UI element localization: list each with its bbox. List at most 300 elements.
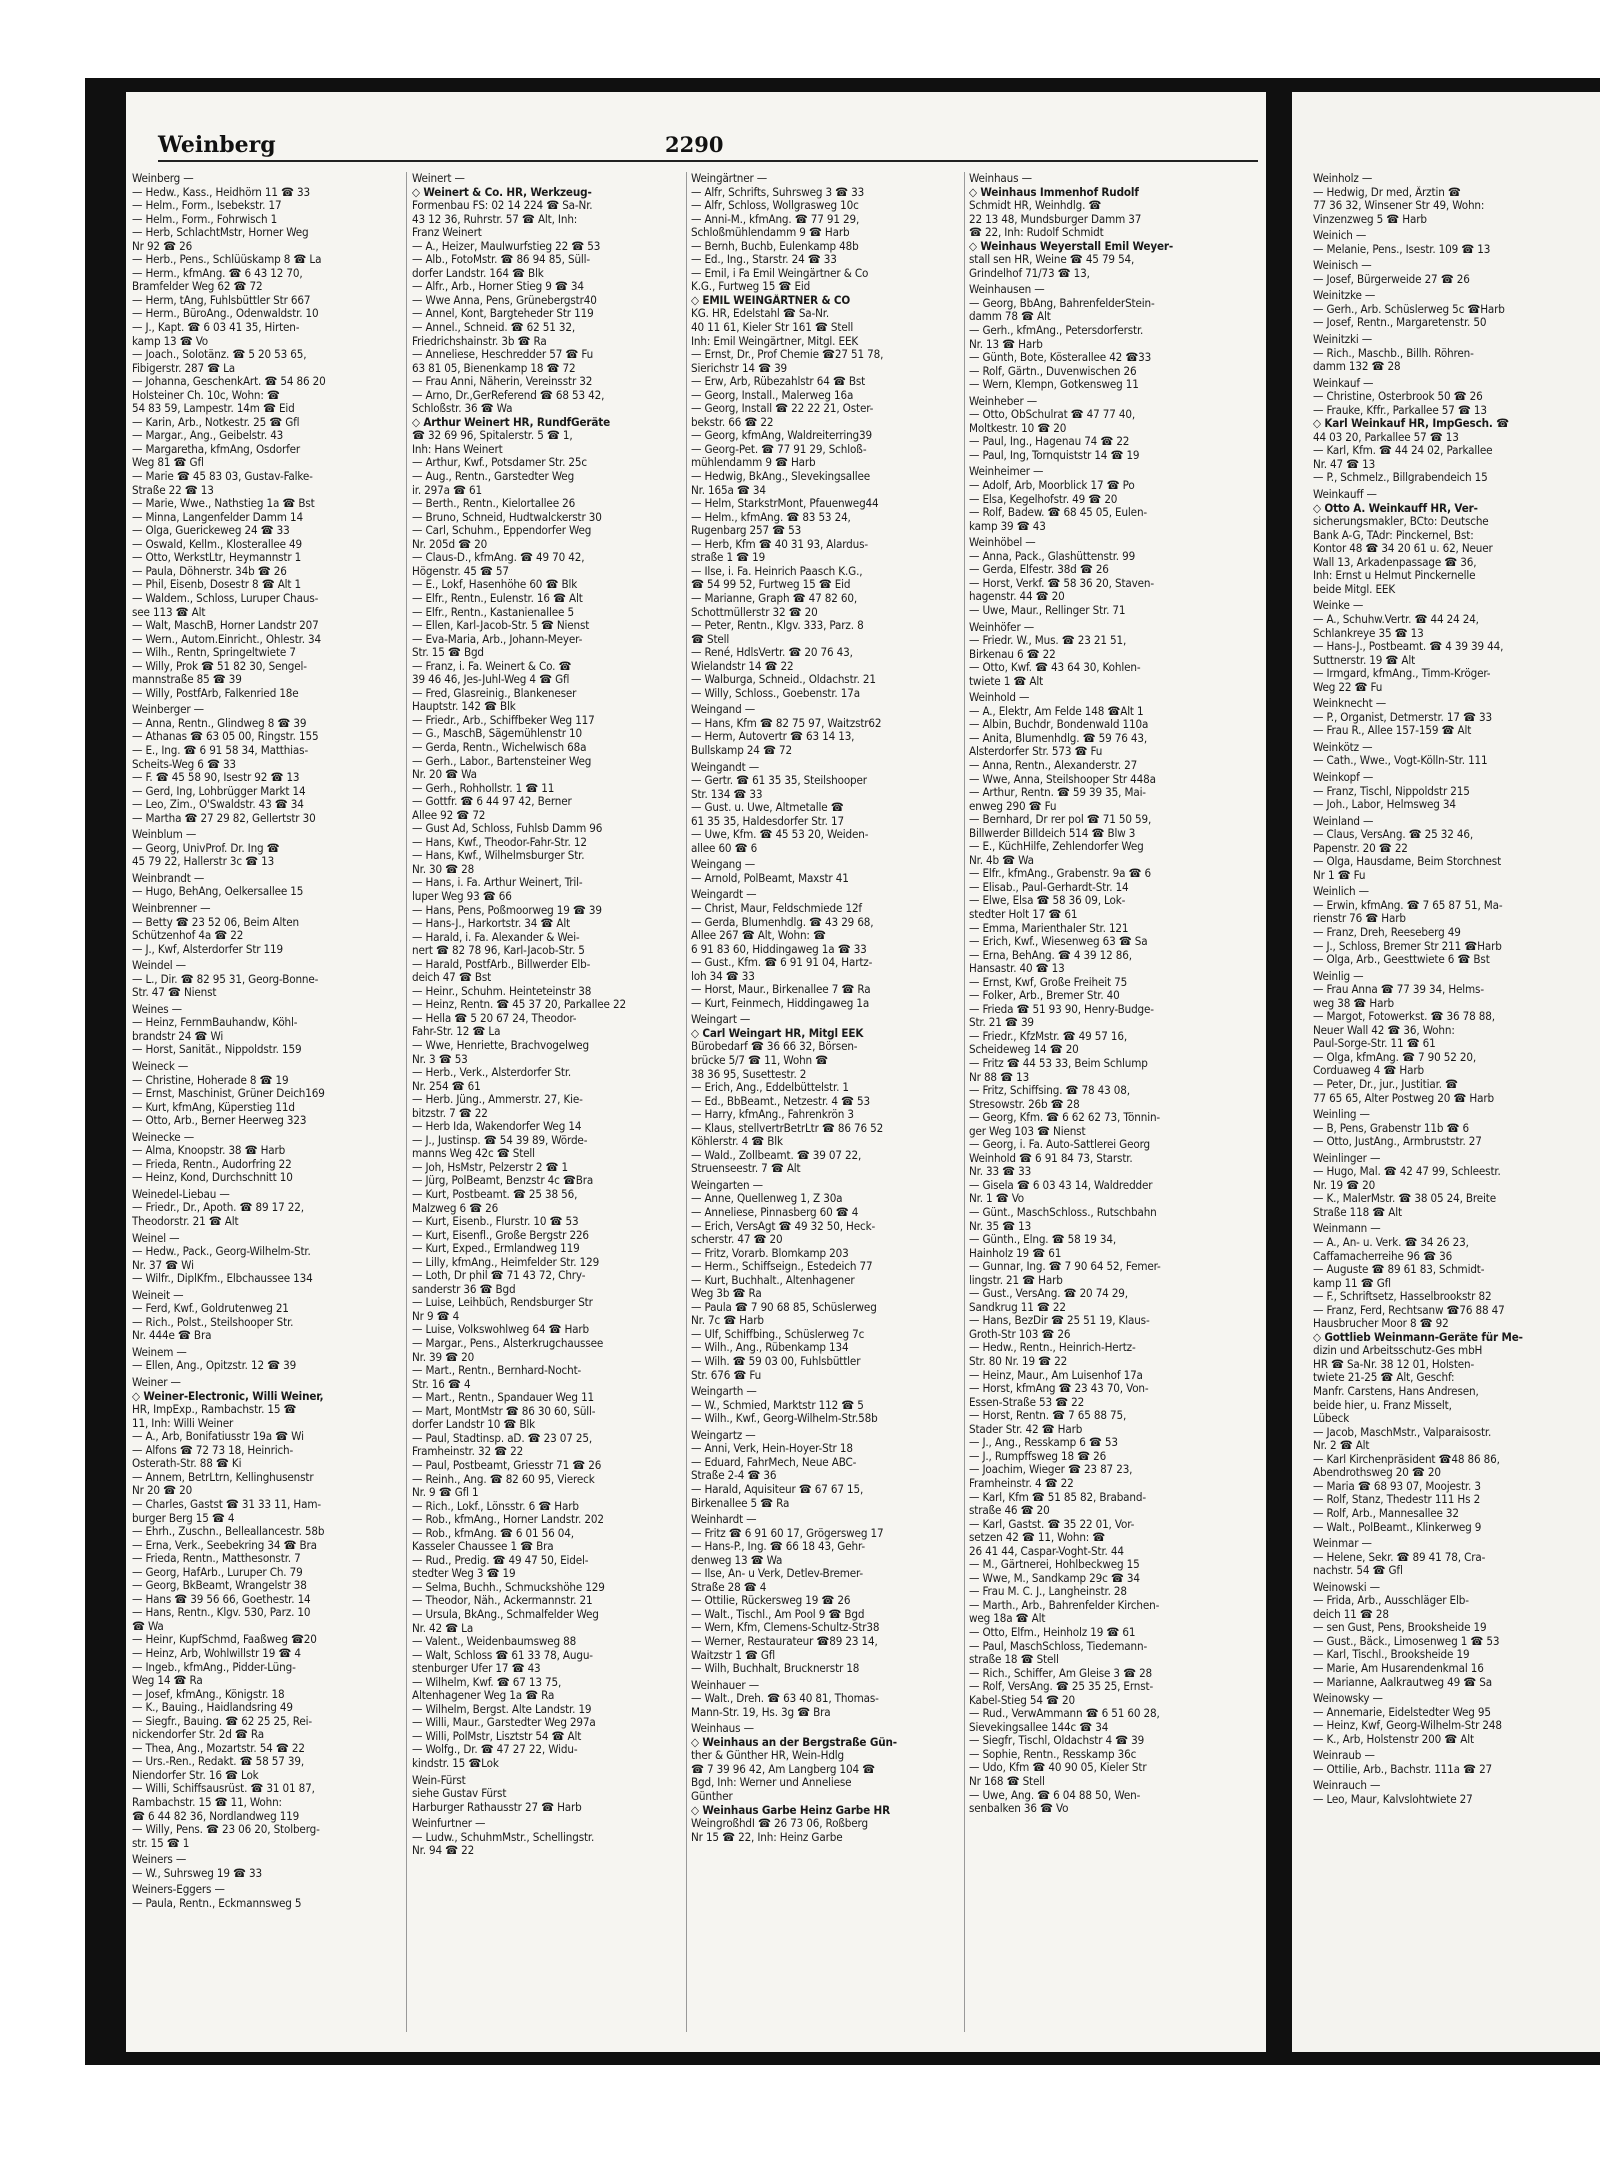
directory-entry: Nr 15 ☎ 22, Inh: Heinz Garbe — [691, 1830, 843, 1844]
directory-entry: — Bernhard, Dr rer pol ☎ 71 50 59, — [969, 813, 1152, 827]
directory-entry: — Paula ☎ 7 90 68 85, Schüslerweg — [691, 1300, 877, 1314]
directory-entry: — Cath., Wwe., Vogt-Kölln-Str. 111 — [1313, 754, 1488, 768]
directory-entry: — Gerda, Blumenhdlg. ☎ 43 29 68, — [691, 915, 874, 929]
directory-entry: Nr. 42 ☎ La — [412, 1621, 474, 1635]
directory-entry: ☎ Stell — [691, 632, 730, 646]
directory-entry: ◇ Arthur Weinert HR, RundfGeräte — [412, 415, 611, 429]
directory-entry: — Frieda, Rentn., Matthesonstr. 7 — [132, 1552, 301, 1566]
directory-entry: — A., Schuhw.Vertr. ☎ 44 24 24, — [1313, 612, 1479, 626]
directory-entry: — Hans-P., Ing. ☎ 66 18 43, Gehr- — [691, 1540, 865, 1554]
directory-entry: deich 11 ☎ 28 — [1313, 1607, 1389, 1621]
directory-entry: — Alfr, Schloss, Wollgrasweg 10c — [691, 199, 859, 213]
surname-heading: Weinbrandt — — [132, 871, 205, 885]
directory-entry: — Johanna, GeschenkArt. ☎ 54 86 20 — [132, 375, 326, 389]
directory-entry: Bank A-G, TAdr: Pinckernel, Bst: — [1313, 528, 1474, 542]
directory-entry: — P., Organist, Detmerstr. 17 ☎ 33 — [1313, 710, 1492, 724]
directory-entry: — Helm., Form., Isebekstr. 17 — [132, 199, 282, 213]
surname-heading: Weinkopf — — [1313, 770, 1374, 784]
directory-entry: twiete 1 ☎ Alt — [969, 674, 1044, 688]
directory-entry: — Wwe Anna, Pens, Grünebergstr40 — [412, 293, 597, 307]
surname-heading: Weinkauf — — [1313, 376, 1374, 390]
directory-entry: — Aug., Rentn., Garstedter Weg — [412, 470, 575, 484]
directory-entry: — Georg, UnivProf. Dr. Ing ☎ — [132, 841, 280, 855]
directory-entry: ◇ Weiner-Electronic, Willi Weiner, — [132, 1389, 324, 1403]
directory-entry: — Uwe, Ang. ☎ 6 04 88 50, Wen- — [969, 1788, 1141, 1802]
directory-entry: — Rud., Predig. ☎ 49 47 50, Eidel- — [412, 1553, 589, 1567]
directory-entry: — Harald, PostfArb., Billwerder Elb- — [412, 957, 591, 971]
directory-entry: — Walt., Dreh. ☎ 63 40 81, Thomas- — [691, 1692, 879, 1706]
directory-entry: — Fritz, Schiffsing. ☎ 78 43 08, — [969, 1084, 1130, 1098]
directory-entry: Straße 2-4 ☎ 36 — [691, 1469, 777, 1483]
directory-entry: — Joach., Solotänz. ☎ 5 20 53 65, — [132, 348, 307, 362]
directory-entry: ◇ Weinhaus an der Bergstraße Gün- — [691, 1735, 897, 1749]
directory-entry: ☎ 7 39 96 42, Am Langberg 104 ☎ — [691, 1762, 875, 1776]
directory-entry: Birkenallee 5 ☎ Ra — [691, 1496, 790, 1510]
directory-entry: — Hedw., Rentn., Heinrich-Hertz- — [969, 1341, 1136, 1355]
directory-entry: — Arthur, Rentn. ☎ 59 39 35, Mai- — [969, 786, 1146, 800]
directory-entry: 77 65 65, Alter Postweg 20 ☎ Harb — [1313, 1091, 1494, 1105]
directory-entry: senbalken 36 ☎ Vo — [969, 1802, 1069, 1816]
directory-entry: — Anna, Rentn., Glindweg 8 ☎ 39 — [132, 716, 307, 730]
directory-entry: — Wwe, M., Sandkamp 29c ☎ 34 — [969, 1571, 1140, 1585]
directory-entry: — Frau Anna ☎ 77 39 34, Helms- — [1313, 983, 1484, 997]
directory-entry: — Rolf, Arb., Mannesallee 32 — [1313, 1506, 1459, 1520]
directory-entry: — K., Arb, Holstenstr 200 ☎ Alt — [1313, 1732, 1474, 1746]
directory-entry: — Frieda, Rentn., Audorfring 22 — [132, 1157, 292, 1171]
surname-heading: Weingandt — — [691, 760, 759, 774]
directory-entry: Wall 13, Arkadenpassage ☎ 36, — [1313, 555, 1477, 569]
directory-entry: stenburger Ufer 17 ☎ 43 — [412, 1662, 541, 1676]
directory-entry: — Walt, Schloss ☎ 61 33 78, Augu- — [412, 1648, 593, 1662]
directory-entry: — Arthur, Kwf., Potsdamer Str. 25c — [412, 456, 587, 470]
directory-entry: — Joh., Labor, Helmsweg 34 — [1313, 798, 1456, 812]
directory-entry: Str. 80 Nr. 19 ☎ 22 — [969, 1355, 1068, 1369]
directory-entry: — J., Rumpffsweg 18 ☎ 26 — [969, 1449, 1107, 1463]
surname-heading: Weinland — — [1313, 814, 1374, 828]
directory-entry: — Anita, Blumenhdlg. ☎ 59 76 43, — [969, 731, 1147, 745]
directory-entry: — Willi, Schiffsausrüst. ☎ 31 01 87, — [132, 1782, 315, 1796]
directory-entry: — B, Pens, Grabenstr 11b ☎ 6 — [1313, 1121, 1469, 1135]
directory-entry: — Hugo, Mal. ☎ 42 47 99, Schleestr. — [1313, 1165, 1501, 1179]
directory-entry: — Gertr. ☎ 61 35 35, Steilshooper — [691, 774, 867, 788]
directory-entry: Str. 16 ☎ 4 — [412, 1377, 471, 1391]
directory-entry: stall sen HR, Weine ☎ 45 79 54, — [969, 253, 1135, 267]
directory-entry: — Wilh. ☎ 59 03 00, Fuhlsbüttler — [691, 1355, 861, 1369]
directory-entry: Formenbau FS: 02 14 224 ☎ Sa-Nr. — [412, 199, 593, 213]
surname-heading: Weinknecht — — [1313, 697, 1387, 711]
surname-heading: Weinhauer — — [691, 1678, 759, 1692]
directory-entry: weg 18a ☎ Alt — [969, 1612, 1046, 1626]
directory-entry: — M., Gärtnerei, Hohlbeckweg 15 — [969, 1558, 1140, 1572]
directory-entry: — J., Kwf, Alsterdorfer Str 119 — [132, 942, 284, 956]
directory-entry: Kabel-Stieg 54 ☎ 20 — [969, 1693, 1075, 1707]
directory-entry: — Günth., Elng. ☎ 58 19 34, — [969, 1233, 1117, 1247]
directory-entry: — Elsa, Kegelhofstr. 49 ☎ 20 — [969, 492, 1118, 506]
directory-entry: Grindelhof 71/73 ☎ 13, — [969, 266, 1090, 280]
directory-entry: — Selma, Buchh., Schmuckshöhe 129 — [412, 1580, 605, 1594]
directory-entry: Paul-Sorge-Str. 11 ☎ 61 — [1313, 1037, 1436, 1051]
directory-entry: — Horst, Sanität., Nippoldstr. 159 — [132, 1043, 302, 1057]
directory-column-5 — [1313, 172, 1595, 2042]
directory-entry: — Olga, Guerickeweg 24 ☎ 33 — [132, 524, 290, 538]
directory-entry: kamp 13 ☎ Vo — [132, 334, 209, 348]
directory-entry: Nr. 37 ☎ Wi — [132, 1258, 194, 1272]
directory-entry: — Georg, i. Fa. Auto-Sattlerei Georg — [969, 1138, 1150, 1152]
directory-entry: Billwerder Billdeich 514 ☎ Blw 3 — [969, 826, 1136, 840]
directory-entry: Papenstr. 20 ☎ 22 — [1313, 841, 1408, 855]
directory-entry: nert ☎ 82 78 96, Karl-Jacob-Str. 5 — [412, 944, 585, 958]
directory-entry: — Joh, HsMstr, Pelzerstr 2 ☎ 1 — [412, 1160, 569, 1174]
directory-entry: — Gerda, Elfestr. 38d ☎ 26 — [969, 563, 1109, 577]
directory-entry: — Peter, Dr., jur., Justitiar. ☎ — [1313, 1078, 1458, 1091]
surname-heading: Weinel — — [132, 1231, 180, 1245]
directory-entry: — Erich, Kwf., Wiesenweg 63 ☎ Sa — [969, 935, 1148, 949]
directory-entry: — Emma, Marienthaler Str. 121 — [969, 921, 1129, 935]
directory-entry: — Maria ☎ 68 93 07, Moojestr. 3 — [1313, 1479, 1481, 1493]
directory-entry: ◇ Karl Weinkauf HR, ImpGesch. ☎ — [1313, 417, 1510, 431]
directory-entry: — Klaus, stellvertrBetrLtr ☎ 86 76 52 — [691, 1121, 884, 1135]
directory-column-1 — [132, 172, 402, 2042]
directory-entry: Birkenau 6 ☎ 22 — [969, 647, 1056, 661]
directory-entry: Essen-Straße 53 ☎ 22 — [969, 1395, 1085, 1409]
directory-entry: bekstr. 66 ☎ 22 — [691, 415, 774, 429]
directory-entry: WeingroßhdI ☎ 26 73 06, Roßberg — [691, 1817, 868, 1831]
directory-entry: Str. 15 ☎ Bgd — [412, 646, 484, 660]
directory-entry: — Margar., Pens., Alsterkrugchaussee — [412, 1337, 604, 1351]
directory-entry: — Frau M. C. J., Langheinstr. 28 — [969, 1585, 1127, 1599]
directory-entry: — Eduard, FahrMech, Neue ABC- — [691, 1455, 857, 1469]
directory-entry: — Kurt, Eisenb., Flurstr. 10 ☎ 53 — [412, 1215, 579, 1229]
directory-entry: — Herb, Kfm ☎ 40 31 93, Alardus- — [691, 537, 869, 551]
directory-entry: — Phil, Eisenb, Dosestr 8 ☎ Alt 1 — [132, 578, 302, 592]
directory-entry: Nr 168 ☎ Stell — [969, 1774, 1045, 1788]
directory-entry: — Herm, tAng, Fuhlsbüttler Str 667 — [132, 293, 311, 307]
directory-entry: — A., Elektr, Am Felde 148 ☎Alt 1 — [969, 704, 1144, 718]
surname-heading: Weinkauff — — [1313, 488, 1377, 502]
directory-entry: Vinzenzweg 5 ☎ Harb — [1313, 212, 1427, 226]
surname-heading: Weiners — — [132, 1853, 187, 1867]
directory-entry: — Hans, Kwf., Wilhelmsburger Str. — [412, 849, 585, 863]
directory-entry: — E., Lokf, Hasenhöhe 60 ☎ Blk — [412, 578, 578, 592]
directory-entry: — Uwe, Maur., Rellinger Str. 71 — [969, 603, 1126, 617]
directory-entry: — Gerh., Labor., Bartensteiner Weg — [412, 754, 592, 768]
directory-entry: straße 46 ☎ 20 — [969, 1504, 1050, 1518]
directory-entry: Weg 3b ☎ Ra — [691, 1287, 762, 1301]
directory-entry: Inh: Ernst u Helmut Pinckernelle — [1313, 569, 1476, 583]
directory-entry: — Erich, Ang., Eddelbüttelstr. 1 — [691, 1081, 849, 1095]
directory-entry: — Wilfr., DiplKfm., Elbchaussee 134 — [132, 1272, 313, 1286]
directory-entry: — Harald, Aquisiteur ☎ 67 67 15, — [691, 1482, 864, 1496]
directory-entry: — Kurt, kfmAng, Küperstieg 11d — [132, 1100, 295, 1114]
directory-entry: — E., KüchHilfe, Zehlendorfer Weg — [969, 840, 1144, 854]
directory-entry: — Georg, kfmAng, Waldreiterring39 — [691, 429, 872, 443]
directory-entry: — Friedr., Arb., Schiffbeker Weg 117 — [412, 713, 595, 727]
directory-entry: — Willy, PostfArb, Falkenried 18e — [132, 686, 299, 700]
directory-entry: Mann-Str. 19, Hs. 3g ☎ Bra — [691, 1705, 831, 1719]
directory-entry: — F. ☎ 45 58 90, Isestr 92 ☎ 13 — [132, 771, 300, 785]
directory-entry: stedter Weg 3 ☎ 19 — [412, 1567, 516, 1581]
directory-entry: — Herb, SchlachtMstr, Horner Weg — [132, 226, 309, 240]
directory-entry: dorfer Landstr. 164 ☎ Blk — [412, 266, 544, 280]
directory-entry: — Gust., Kfm. ☎ 6 91 91 04, Hartz- — [691, 956, 873, 970]
directory-entry: — Horst, kfmAng ☎ 23 43 70, Von- — [969, 1382, 1149, 1396]
directory-entry: — Ingeb., kfmAng., Pidder-Lüng- — [132, 1660, 296, 1674]
directory-entry: — Bruno, Schneid, Hudtwalckerstr 30 — [412, 510, 602, 524]
directory-entry: — Wolfg., Dr. ☎ 47 27 22, Widu- — [412, 1743, 578, 1757]
directory-entry: deich 47 ☎ Bst — [412, 971, 492, 985]
directory-entry: — Rich., Lokf., Lönsstr. 6 ☎ Harb — [412, 1499, 579, 1513]
column-divider — [406, 172, 407, 2032]
directory-entry: — Hans-J., Postbeamt. ☎ 4 39 39 44, — [1313, 640, 1504, 654]
directory-entry: — Heinz, Arb, Wohlwillstr 19 ☎ 4 — [132, 1646, 301, 1660]
directory-entry: — Rob., kfmAng., Horner Landstr. 202 — [412, 1513, 604, 1527]
directory-entry: — Lilly, kfmAng., Heimfelder Str. 129 — [412, 1255, 600, 1269]
directory-entry: — Willy, Schloss., Goebenstr. 17a — [691, 686, 860, 700]
surname-heading: Wein-Fürst — [412, 1773, 466, 1787]
directory-entry: Nr. 205d ☎ 20 — [412, 537, 488, 551]
directory-column-2 — [412, 172, 682, 2042]
directory-entry: — Marie, Am Husarendenkmal 16 — [1313, 1661, 1484, 1675]
directory-entry: ☎ 32 69 96, Spitalerstr. 5 ☎ 1, — [412, 429, 573, 443]
directory-entry: Hansastr. 40 ☎ 13 — [969, 962, 1065, 976]
directory-entry: — J., Justinsp. ☎ 54 39 89, Wörde- — [412, 1133, 588, 1147]
directory-entry: Nr. 3 ☎ 53 — [412, 1052, 468, 1066]
directory-entry: — Erna, Verk., Seebekring 34 ☎ Bra — [132, 1538, 317, 1552]
directory-entry: luper Weg 93 ☎ 66 — [412, 889, 512, 903]
directory-entry: — A., An- u. Verk. ☎ 34 26 23, — [1313, 1236, 1469, 1250]
directory-entry: stedter Holt 17 ☎ 61 — [969, 907, 1078, 921]
directory-entry: Inh: Emil Weingärtner, Mitgl. EEK — [691, 334, 859, 348]
directory-entry: scherstr. 47 ☎ 20 — [691, 1233, 783, 1247]
directory-entry: Hainholz 19 ☎ 61 — [969, 1246, 1062, 1260]
directory-entry: — Otto, JustAng., Armbruststr. 27 — [1313, 1135, 1482, 1149]
directory-entry: — Elisab., Paul-Gerhardt-Str. 14 — [969, 880, 1129, 894]
directory-entry: ther & Günther HR, Wein-Hdlg — [691, 1749, 845, 1763]
directory-entry: — Kurt, Feinmech, Hiddingaweg 1a — [691, 996, 870, 1010]
directory-entry: 38 36 95, Susettestr. 2 — [691, 1067, 807, 1081]
directory-entry: — Annem, BetrLtrn, Kellinghusenstr — [132, 1470, 314, 1484]
directory-entry: — Christine, Osterbrook 50 ☎ 26 — [1313, 390, 1483, 404]
directory-entry: — Karin, Arb., Notkestr. 25 ☎ Gfl — [132, 415, 300, 429]
directory-entry: — Carl, Schuhm., Eppendorfer Weg — [412, 524, 592, 538]
surname-heading: Weingand — — [691, 703, 756, 717]
directory-entry: — Heinz, Maur., Am Luisenhof 17a — [969, 1368, 1143, 1382]
directory-entry: straße 18 ☎ Stell — [969, 1653, 1059, 1667]
directory-entry: 26 41 44, Caspar-Voght-Str. 44 — [969, 1544, 1124, 1558]
directory-entry: mannstraße 85 ☎ 39 — [132, 673, 242, 687]
directory-entry: Nr 20 ☎ 20 — [132, 1484, 193, 1498]
directory-entry: — Willi, PolMstr, Lisztstr 54 ☎ Alt — [412, 1729, 582, 1743]
directory-entry: Groth-Str 103 ☎ 26 — [969, 1327, 1071, 1341]
directory-entry: — Jacob, MaschMstr., Valparaisostr. — [1313, 1425, 1492, 1439]
surname-heading: Weingarten — — [691, 1178, 763, 1192]
directory-entry: Hauptstr. 142 ☎ Blk — [412, 700, 516, 714]
directory-entry: — Georg, Install ☎ 22 22 21, Oster- — [691, 402, 874, 416]
directory-entry: Nr. 9 ☎ Gfl 1 — [412, 1486, 479, 1500]
directory-entry: — Wilhelm, Bergst. Alte Landstr. 19 — [412, 1702, 592, 1716]
directory-entry: — Alb., FotoMstr. ☎ 86 94 85, Süll- — [412, 253, 591, 267]
directory-entry: — Auguste ☎ 89 61 83, Schmidt- — [1313, 1263, 1485, 1277]
directory-entry: — Uwe, Kfm. ☎ 45 53 20, Weiden- — [691, 828, 869, 842]
directory-entry: — Arnold, PolBeamt, Maxstr 41 — [691, 871, 849, 885]
directory-entry: — Melanie, Pens., Isestr. 109 ☎ 13 — [1313, 242, 1491, 256]
directory-entry: — Folker, Arb., Bremer Str. 40 — [969, 989, 1120, 1003]
directory-entry: Bgd, Inh: Werner und Anneliese — [691, 1776, 852, 1790]
directory-entry: Schloßmühlendamm 9 ☎ Harb — [691, 226, 850, 240]
directory-entry: Nr. 165a ☎ 34 — [691, 483, 766, 497]
directory-entry: ◇ Otto A. Weinkauff HR, Ver- — [1313, 501, 1478, 515]
directory-column-3 — [691, 172, 961, 2042]
directory-entry: ◇ Gottlieb Weinmann-Geräte für Me- — [1313, 1330, 1523, 1344]
directory-entry: nickendorfer Str. 2d ☎ Ra — [132, 1728, 264, 1742]
directory-entry: Manfr. Carstens, Hans Andresen, — [1313, 1385, 1479, 1399]
directory-entry: — Gerd, Ing, Lohbrügger Markt 14 — [132, 784, 306, 798]
directory-entry: — Gust Ad, Schloss, Fuhlsb Damm 96 — [412, 822, 603, 836]
directory-entry: — K., MalerMstr. ☎ 38 05 24, Breite — [1313, 1192, 1497, 1206]
directory-entry: — Hedw., Kass., Heidhörn 11 ☎ 33 — [132, 185, 311, 199]
directory-entry: twiete 21-25 ☎ Alt, Geschf: — [1313, 1371, 1455, 1385]
directory-entry: — Rolf, Badew. ☎ 68 45 05, Eulen- — [969, 506, 1148, 520]
directory-entry: — Margaretha, kfmAng, Osdorfer — [132, 442, 301, 456]
directory-entry: — Betty ☎ 23 52 06, Beim Alten — [132, 915, 299, 929]
directory-entry: — Gust., VersAng. ☎ 20 74 29, — [969, 1287, 1128, 1301]
surname-heading: Weiner — — [132, 1376, 181, 1390]
directory-entry: — F., Schriftsetz, Hasselbrookstr 82 — [1313, 1290, 1492, 1304]
directory-entry: — Waldem., Schloss, Luruper Chaus- — [132, 591, 319, 605]
directory-entry: — Mart., Rentn., Bernhard-Nocht- — [412, 1364, 582, 1378]
directory-entry: — Helm., kfmAng. ☎ 83 53 24, — [691, 510, 851, 524]
surname-heading: Weinowsky — — [1313, 1692, 1383, 1706]
directory-entry: — Werner, Restaurateur ☎89 23 14, — [691, 1634, 878, 1648]
directory-entry: — Elfr., kfmAng., Grabenstr. 9a ☎ 6 — [969, 867, 1152, 881]
directory-entry: Nr. 30 ☎ 28 — [412, 862, 475, 876]
directory-entry: — Heinr, KupfSchmd, Faaßweg ☎20 — [132, 1633, 317, 1647]
directory-entry: — J., Ang., Resskamp 6 ☎ 53 — [969, 1436, 1118, 1450]
directory-entry: — Gerda, Rentn., Wichelwisch 68a — [412, 740, 587, 754]
directory-entry: Nr. 1 ☎ Vo — [969, 1192, 1025, 1206]
directory-entry: ◇ Weinert & Co. HR, Werkzeug- — [412, 185, 592, 199]
directory-entry: damm 132 ☎ 28 — [1313, 360, 1401, 374]
directory-entry: — Ellen, Ang., Opitzstr. 12 ☎ 39 — [132, 1359, 297, 1373]
directory-entry: — Erich, VersAgt ☎ 49 32 50, Heck- — [691, 1219, 876, 1233]
directory-entry: — Rolf, Gärtn., Duvenwischen 26 — [969, 364, 1137, 378]
surname-heading: Weinmar — — [1313, 1537, 1372, 1551]
directory-entry: — W., Schmied, Marktstr 112 ☎ 5 — [691, 1398, 864, 1412]
directory-entry: — Berth., Rentn., Kielortallee 26 — [412, 497, 576, 511]
directory-entry: Nr. 19 ☎ 20 — [1313, 1178, 1376, 1192]
directory-entry: — Heinz, Kond, Durchschnitt 10 — [132, 1171, 293, 1185]
directory-entry: — Walt., PolBeamt., Klinkerweg 9 — [1313, 1520, 1482, 1534]
directory-entry: — Gerh., Arb. Schüslerweg 5c ☎Harb — [1313, 302, 1505, 316]
surname-heading: Weingart — — [691, 1013, 751, 1027]
directory-entry: — Leo, Maur, Kalvslohtwiete 27 — [1313, 1792, 1473, 1806]
directory-entry: — Horst, Rentn. ☎ 7 65 88 75, — [969, 1409, 1127, 1423]
directory-entry: — Wern, Kfm, Clemens-Schultz-Str38 — [691, 1621, 880, 1635]
directory-entry: Nr 88 ☎ 13 — [969, 1070, 1030, 1084]
directory-entry: — Gust. u. Uwe, Altmetalle ☎ — [691, 801, 844, 815]
directory-entry: — Wilh., Kwf., Georg-Wilhelm-Str.58b — [691, 1412, 878, 1426]
directory-entry: — Karl, Tischl., Brooksheide 19 — [1313, 1648, 1470, 1662]
directory-entry: — Herb. Jüng., Ammerstr. 27, Kie- — [412, 1093, 583, 1107]
directory-entry: Weg 81 ☎ Gfl — [132, 456, 204, 470]
directory-entry: ir. 297a ☎ 61 — [412, 483, 482, 497]
directory-entry: Fahr-Str. 12 ☎ La — [412, 1025, 501, 1039]
directory-entry: Inh: Hans Weinert — [412, 442, 503, 456]
directory-entry: — Peter, Rentn., Klgv. 333, Parz. 8 — [691, 619, 864, 633]
directory-entry: ☎ Wa — [132, 1619, 164, 1633]
directory-entry: HR, ImpExp., Rambachstr. 15 ☎ — [132, 1403, 297, 1417]
directory-entry: Str. 47 ☎ Nienst — [132, 986, 217, 1000]
directory-entry: — Ilse, An- u Verk, Detlev-Bremer- — [691, 1567, 864, 1581]
page-header-word: Weinberg — [158, 132, 276, 158]
directory-entry: — Karl Kirchenpräsident ☎48 86 86, — [1313, 1452, 1500, 1466]
directory-entry: Framheinstr. 4 ☎ 22 — [969, 1476, 1074, 1490]
directory-entry: — Paul, MaschSchloss, Tiedemann- — [969, 1639, 1148, 1653]
directory-entry: mühlendamm 9 ☎ Harb — [691, 456, 816, 470]
directory-entry: Holsteiner Ch. 10c, Wohn: ☎ — [132, 388, 280, 402]
directory-entry: — Paul, Ing., Hagenau 74 ☎ 22 — [969, 435, 1130, 449]
surname-heading: Weineit — — [132, 1288, 184, 1302]
directory-entry: — Loth, Dr phil ☎ 71 43 72, Chry- — [412, 1269, 586, 1283]
directory-entry: — Gust., Bäck., Limosenweg 1 ☎ 53 — [1313, 1634, 1500, 1648]
directory-entry: — Willy, Pens. ☎ 23 06 20, Stolberg- — [132, 1823, 320, 1837]
directory-entry: — Heinr., Schuhm. Heinteteinstr 38 — [412, 984, 592, 998]
directory-entry: hagenstr. 44 ☎ 20 — [969, 590, 1065, 604]
directory-entry: — Hans, BezDir ☎ 25 51 19, Klaus- — [969, 1314, 1150, 1328]
directory-entry: — Marianne, Aalkrautweg 49 ☎ Sa — [1313, 1675, 1492, 1689]
directory-entry: — Georg, Kfm. ☎ 6 62 62 73, Tönnin- — [969, 1111, 1161, 1125]
directory-entry: Niendorfer Str. 16 ☎ Lok — [132, 1768, 259, 1782]
directory-entry: Abendrothsweg 20 ☎ 20 — [1313, 1466, 1441, 1480]
directory-entry: — Wilhelm, Kwf. ☎ 67 13 75, — [412, 1675, 562, 1689]
directory-entry: — Gunnar, Ing. ☎ 7 90 64 52, Femer- — [969, 1260, 1161, 1274]
directory-entry: — Herb., Pens., Schlüüskamp 8 ☎ La — [132, 253, 322, 267]
directory-entry: Weinhold ☎ 6 91 84 73, Starstr. — [969, 1151, 1133, 1165]
directory-entry: — Helene, Sekr. ☎ 89 41 78, Cra- — [1313, 1550, 1486, 1564]
directory-entry: — Arno, Dr.,GerReferend ☎ 68 53 42, — [412, 388, 605, 402]
surname-heading: Weinblum — — [132, 828, 197, 842]
surname-heading: Weineck — — [132, 1060, 189, 1073]
directory-entry: see 113 ☎ Alt — [132, 605, 206, 619]
column-divider — [964, 172, 965, 2032]
surname-heading: Weingardt — — [691, 888, 757, 902]
directory-entry: — Harald, i. Fa. Alexander & Wei- — [412, 930, 580, 944]
directory-entry: setzen 42 ☎ 11, Wohn: ☎ — [969, 1531, 1106, 1545]
directory-entry: — Ellen, Karl-Jacob-Str. 5 ☎ Nienst — [412, 619, 590, 633]
directory-entry: Nr 92 ☎ 26 — [132, 239, 193, 253]
directory-entry: 43 12 36, Ruhrstr. 57 ☎ Alt, Inh: — [412, 212, 578, 226]
directory-entry: — Georg, Install., Malerweg 16a — [691, 388, 854, 402]
surname-heading: Weinrauch — — [1313, 1779, 1381, 1793]
surname-heading: Weinitzke — — [1313, 289, 1376, 303]
directory-entry: lingstr. 21 ☎ Harb — [969, 1273, 1063, 1287]
surname-heading: Weinhardt — — [691, 1513, 757, 1527]
directory-entry: — Hedwig, Dr med, Ärztin ☎ — [1313, 185, 1461, 199]
directory-entry: — Friedr., KfzMstr. ☎ 49 57 16, — [969, 1029, 1128, 1043]
directory-entry: Sierichstr 14 ☎ 39 — [691, 361, 788, 375]
directory-entry: — Otto, Elfm., Heinholz 19 ☎ 61 — [969, 1625, 1136, 1639]
directory-entry: K.G., Furtweg 15 ☎ Eid — [691, 280, 811, 294]
directory-entry: — Hans, Pens, Poßmoorweg 19 ☎ 39 — [412, 903, 602, 917]
directory-entry: Stresowstr. 26b ☎ 28 — [969, 1097, 1080, 1111]
directory-entry: — P., Schmelz., Billgrabendeich 15 — [1313, 471, 1488, 485]
surname-heading: Weinhöbel — — [969, 536, 1036, 550]
directory-entry: — A., Heizer, Maulwurfstieg 22 ☎ 53 — [412, 239, 601, 253]
page-number: 2290 — [665, 132, 724, 157]
directory-entry: Altenhagener Weg 1a ☎ Ra — [412, 1689, 555, 1703]
directory-entry: — Franz, Ferd, Rechtsanw ☎76 88 47 — [1313, 1303, 1505, 1317]
directory-entry: — Walt., Tischl., Am Pool 9 ☎ Bgd — [691, 1607, 865, 1621]
